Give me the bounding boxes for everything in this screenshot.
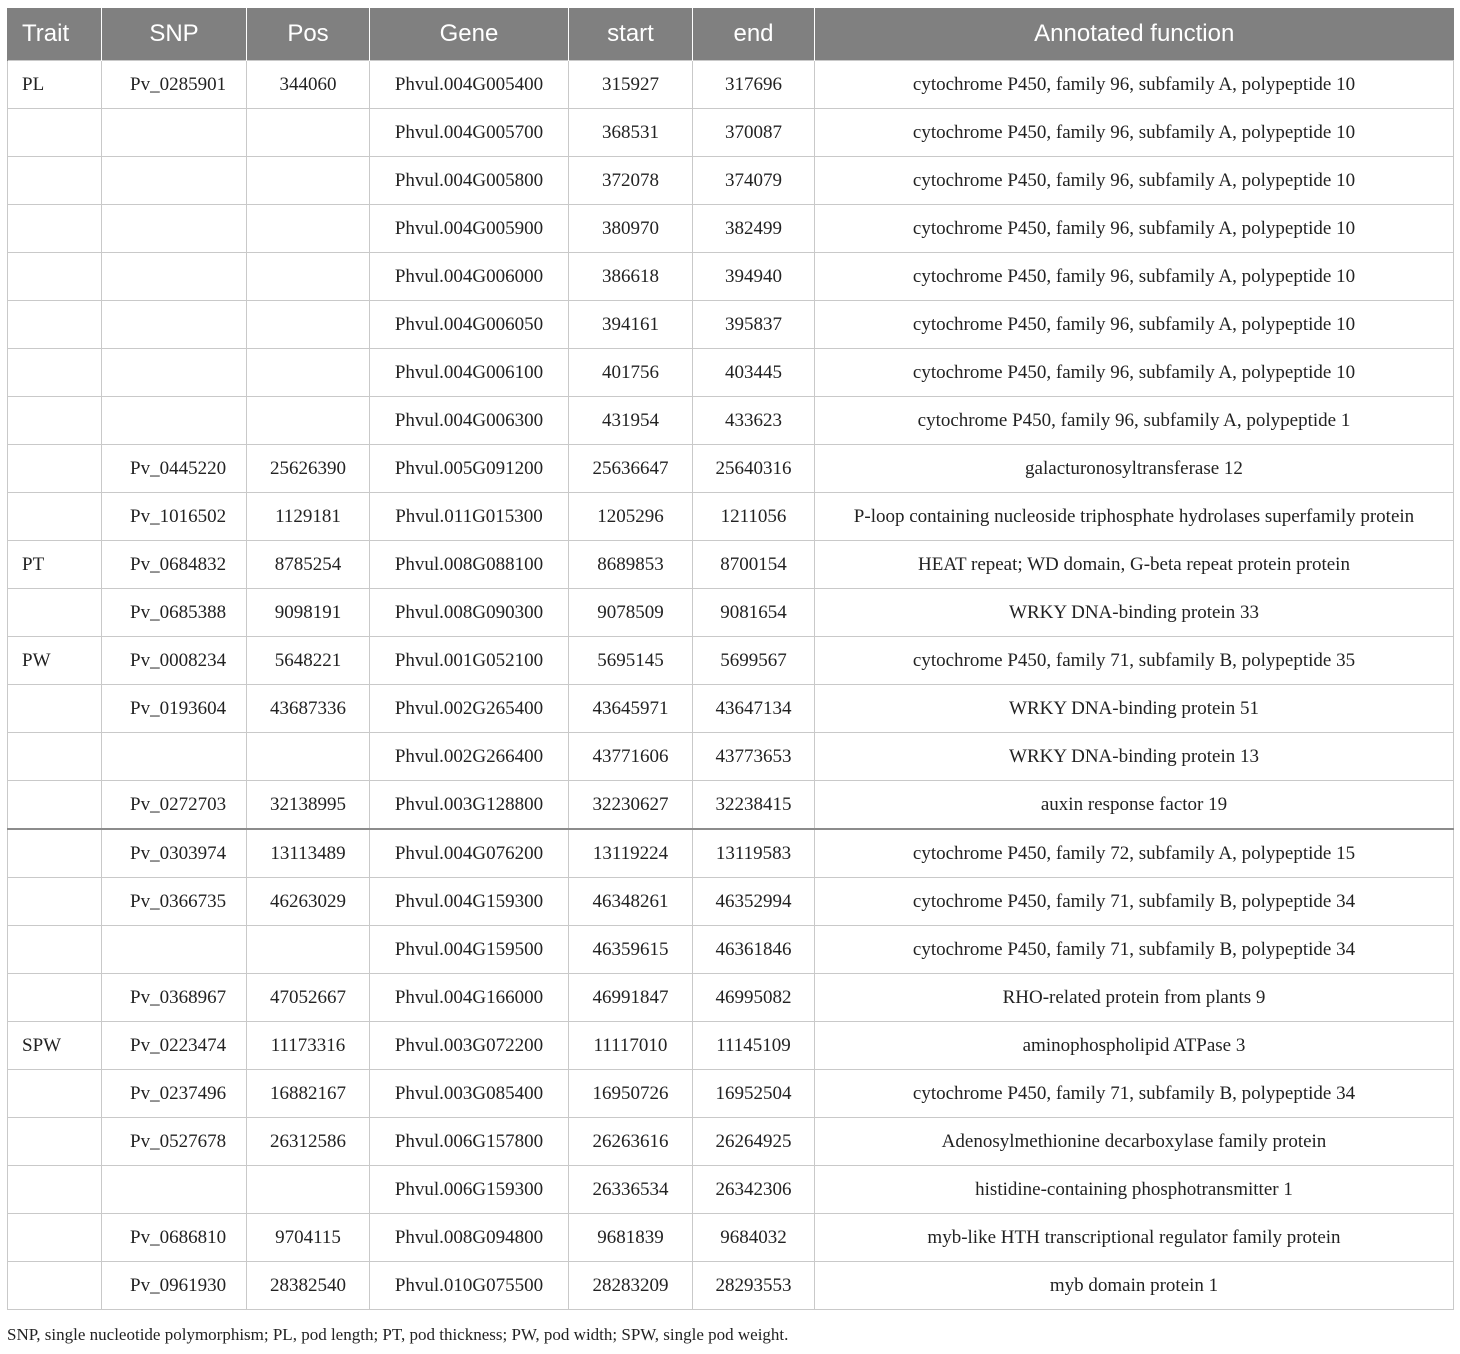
start-cell: 394161 — [569, 301, 693, 349]
snp-cell: Pv_0368967 — [102, 974, 247, 1022]
end-cell: 1211056 — [693, 493, 815, 541]
start-cell: 46359615 — [569, 926, 693, 974]
pos-cell — [247, 205, 370, 253]
start-cell: 13119224 — [569, 829, 693, 878]
pos-cell — [247, 301, 370, 349]
gene-cell: Phvul.004G006100 — [370, 349, 569, 397]
snp-cell — [102, 205, 247, 253]
pos-cell: 28382540 — [247, 1262, 370, 1310]
snp-cell: Pv_0684832 — [102, 541, 247, 589]
function-cell: cytochrome P450, family 96, subfamily A, polypeptide 10 — [815, 253, 1454, 301]
function-cell: cytochrome P450, family 96, subfamily A, polypeptide 1 — [815, 397, 1454, 445]
function-cell: galacturonosyltransferase 12 — [815, 445, 1454, 493]
snp-cell: Pv_0686810 — [102, 1214, 247, 1262]
pos-cell: 1129181 — [247, 493, 370, 541]
function-cell: RHO-related protein from plants 9 — [815, 974, 1454, 1022]
snp-cell: Pv_0366735 — [102, 878, 247, 926]
function-cell: cytochrome P450, family 71, subfamily B, polypeptide 34 — [815, 878, 1454, 926]
start-cell: 26263616 — [569, 1118, 693, 1166]
pos-cell: 26312586 — [247, 1118, 370, 1166]
start-cell: 368531 — [569, 109, 693, 157]
trait-cell — [8, 349, 102, 397]
pos-cell: 9704115 — [247, 1214, 370, 1262]
trait-cell — [8, 1118, 102, 1166]
end-cell: 13119583 — [693, 829, 815, 878]
end-cell: 382499 — [693, 205, 815, 253]
snp-cell — [102, 349, 247, 397]
start-cell: 380970 — [569, 205, 693, 253]
end-cell: 46352994 — [693, 878, 815, 926]
header-end: end — [693, 8, 815, 61]
header-trait: Trait — [8, 8, 102, 61]
end-cell: 403445 — [693, 349, 815, 397]
gene-cell: Phvul.010G075500 — [370, 1262, 569, 1310]
table-row — [8, 1262, 1454, 1310]
table-footnote: SNP, single nucleotide polymorphism; PL, pod length; PT, pod thickness; PW, pod width; SPW, single pod weight. — [7, 1325, 789, 1344]
gene-cell: Phvul.002G266400 — [370, 733, 569, 781]
table-row — [8, 1214, 1454, 1262]
function-cell: histidine-containing phosphotransmitter 1 — [815, 1166, 1454, 1214]
table-row — [8, 253, 1454, 301]
table-row — [8, 637, 1454, 685]
trait-cell — [8, 205, 102, 253]
gene-cell: Phvul.003G072200 — [370, 1022, 569, 1070]
pos-cell: 43687336 — [247, 685, 370, 733]
function-cell: P-loop containing nucleoside triphosphate hydrolases superfamily protein — [815, 493, 1454, 541]
snp-cell: Pv_0685388 — [102, 589, 247, 637]
start-cell: 43645971 — [569, 685, 693, 733]
gene-cell: Phvul.004G166000 — [370, 974, 569, 1022]
snp-cell — [102, 301, 247, 349]
trait-cell — [8, 1214, 102, 1262]
end-cell: 26342306 — [693, 1166, 815, 1214]
end-cell: 43647134 — [693, 685, 815, 733]
start-cell: 372078 — [569, 157, 693, 205]
table-row — [8, 493, 1454, 541]
snp-cell: Pv_0303974 — [102, 829, 247, 878]
function-cell: cytochrome P450, family 96, subfamily A, polypeptide 10 — [815, 205, 1454, 253]
start-cell: 46348261 — [569, 878, 693, 926]
end-cell: 11145109 — [693, 1022, 815, 1070]
function-cell: cytochrome P450, family 96, subfamily A, polypeptide 10 — [815, 349, 1454, 397]
trait-cell — [8, 589, 102, 637]
pos-cell: 8785254 — [247, 541, 370, 589]
table-row — [8, 1166, 1454, 1214]
end-cell: 9684032 — [693, 1214, 815, 1262]
end-cell: 16952504 — [693, 1070, 815, 1118]
function-cell: cytochrome P450, family 71, subfamily B, polypeptide 34 — [815, 1070, 1454, 1118]
trait-cell: SPW — [8, 1022, 102, 1070]
gene-cell: Phvul.004G159500 — [370, 926, 569, 974]
pos-cell: 46263029 — [247, 878, 370, 926]
table-row — [8, 301, 1454, 349]
snp-cell — [102, 397, 247, 445]
gene-cell: Phvul.004G006050 — [370, 301, 569, 349]
end-cell: 28293553 — [693, 1262, 815, 1310]
table-row — [8, 397, 1454, 445]
gene-cell: Phvul.002G265400 — [370, 685, 569, 733]
start-cell: 431954 — [569, 397, 693, 445]
pos-cell — [247, 253, 370, 301]
header-start: start — [569, 8, 693, 61]
function-cell: WRKY DNA-binding protein 51 — [815, 685, 1454, 733]
trait-cell — [8, 1166, 102, 1214]
table-row — [8, 61, 1454, 109]
table-row — [8, 1070, 1454, 1118]
start-cell: 16950726 — [569, 1070, 693, 1118]
trait-cell — [8, 397, 102, 445]
pos-cell: 5648221 — [247, 637, 370, 685]
end-cell: 394940 — [693, 253, 815, 301]
start-cell: 25636647 — [569, 445, 693, 493]
function-cell: HEAT repeat; WD domain, G-beta repeat protein protein — [815, 541, 1454, 589]
trait-cell: PT — [8, 541, 102, 589]
pos-cell: 32138995 — [247, 781, 370, 830]
snp-cell: Pv_0008234 — [102, 637, 247, 685]
trait-cell — [8, 1262, 102, 1310]
gene-cell: Phvul.008G088100 — [370, 541, 569, 589]
trait-cell — [8, 733, 102, 781]
function-cell: WRKY DNA-binding protein 13 — [815, 733, 1454, 781]
pos-cell: 9098191 — [247, 589, 370, 637]
gene-cell: Phvul.008G094800 — [370, 1214, 569, 1262]
header-gene: Gene — [370, 8, 569, 61]
trait-cell — [8, 253, 102, 301]
snp-gene-table — [7, 8, 1454, 1310]
start-cell: 401756 — [569, 349, 693, 397]
snp-cell — [102, 926, 247, 974]
snp-cell — [102, 253, 247, 301]
table-row — [8, 157, 1454, 205]
trait-cell — [8, 493, 102, 541]
function-cell: cytochrome P450, family 71, subfamily B, polypeptide 35 — [815, 637, 1454, 685]
pos-cell — [247, 1166, 370, 1214]
function-cell: myb-like HTH transcriptional regulator family protein — [815, 1214, 1454, 1262]
pos-cell — [247, 157, 370, 205]
gene-cell: Phvul.004G005900 — [370, 205, 569, 253]
start-cell: 11117010 — [569, 1022, 693, 1070]
gene-cell: Phvul.005G091200 — [370, 445, 569, 493]
function-cell: myb domain protein 1 — [815, 1262, 1454, 1310]
gene-cell: Phvul.004G006300 — [370, 397, 569, 445]
table-row — [8, 926, 1454, 974]
trait-cell — [8, 781, 102, 830]
end-cell: 433623 — [693, 397, 815, 445]
function-cell: Adenosylmethionine decarboxylase family protein — [815, 1118, 1454, 1166]
function-cell: WRKY DNA-binding protein 33 — [815, 589, 1454, 637]
snp-cell — [102, 157, 247, 205]
table-row — [8, 781, 1454, 830]
snp-cell — [102, 1166, 247, 1214]
trait-cell — [8, 301, 102, 349]
snp-cell: Pv_0193604 — [102, 685, 247, 733]
start-cell: 28283209 — [569, 1262, 693, 1310]
gene-cell: Phvul.003G085400 — [370, 1070, 569, 1118]
function-cell: cytochrome P450, family 96, subfamily A, polypeptide 10 — [815, 61, 1454, 109]
snp-cell: Pv_0237496 — [102, 1070, 247, 1118]
gene-cell: Phvul.011G015300 — [370, 493, 569, 541]
table-row — [8, 541, 1454, 589]
start-cell: 43771606 — [569, 733, 693, 781]
trait-cell — [8, 157, 102, 205]
snp-cell — [102, 109, 247, 157]
end-cell: 370087 — [693, 109, 815, 157]
end-cell: 8700154 — [693, 541, 815, 589]
start-cell: 46991847 — [569, 974, 693, 1022]
trait-cell — [8, 685, 102, 733]
table-row — [8, 589, 1454, 637]
gene-cell: Phvul.004G159300 — [370, 878, 569, 926]
gene-cell: Phvul.006G157800 — [370, 1118, 569, 1166]
pos-cell: 25626390 — [247, 445, 370, 493]
function-cell: aminophospholipid ATPase 3 — [815, 1022, 1454, 1070]
snp-cell: Pv_0223474 — [102, 1022, 247, 1070]
table-header-row — [8, 8, 1454, 61]
snp-cell: Pv_0285901 — [102, 61, 247, 109]
end-cell: 26264925 — [693, 1118, 815, 1166]
header-pos: Pos — [247, 8, 370, 61]
function-cell: cytochrome P450, family 96, subfamily A, polypeptide 10 — [815, 301, 1454, 349]
header-annotated-function: Annotated function — [815, 8, 1454, 61]
gene-cell: Phvul.004G005800 — [370, 157, 569, 205]
end-cell: 374079 — [693, 157, 815, 205]
snp-cell: Pv_1016502 — [102, 493, 247, 541]
snp-cell: Pv_0272703 — [102, 781, 247, 830]
gene-cell: Phvul.006G159300 — [370, 1166, 569, 1214]
gene-cell: Phvul.004G006000 — [370, 253, 569, 301]
pos-cell — [247, 926, 370, 974]
gene-cell: Phvul.004G076200 — [370, 829, 569, 878]
table-row — [8, 109, 1454, 157]
snp-cell: Pv_0961930 — [102, 1262, 247, 1310]
table-row — [8, 445, 1454, 493]
end-cell: 9081654 — [693, 589, 815, 637]
end-cell: 32238415 — [693, 781, 815, 830]
table-row — [8, 349, 1454, 397]
table-row — [8, 878, 1454, 926]
trait-cell — [8, 878, 102, 926]
gene-cell: Phvul.003G128800 — [370, 781, 569, 830]
table-row — [8, 205, 1454, 253]
pos-cell: 47052667 — [247, 974, 370, 1022]
pos-cell: 16882167 — [247, 1070, 370, 1118]
table-row — [8, 733, 1454, 781]
table-row — [8, 829, 1454, 878]
function-cell: cytochrome P450, family 96, subfamily A, polypeptide 10 — [815, 157, 1454, 205]
table-row — [8, 1022, 1454, 1070]
gene-cell: Phvul.008G090300 — [370, 589, 569, 637]
trait-cell — [8, 974, 102, 1022]
trait-cell: PL — [8, 61, 102, 109]
start-cell: 26336534 — [569, 1166, 693, 1214]
trait-cell: PW — [8, 637, 102, 685]
function-cell: cytochrome P450, family 71, subfamily B, polypeptide 34 — [815, 926, 1454, 974]
pos-cell: 344060 — [247, 61, 370, 109]
start-cell: 9078509 — [569, 589, 693, 637]
gene-cell: Phvul.004G005400 — [370, 61, 569, 109]
trait-cell — [8, 445, 102, 493]
table-body — [8, 61, 1454, 1310]
end-cell: 46361846 — [693, 926, 815, 974]
trait-cell — [8, 109, 102, 157]
end-cell: 395837 — [693, 301, 815, 349]
table-row — [8, 685, 1454, 733]
gene-cell: Phvul.001G052100 — [370, 637, 569, 685]
end-cell: 43773653 — [693, 733, 815, 781]
start-cell: 9681839 — [569, 1214, 693, 1262]
function-cell: auxin response factor 19 — [815, 781, 1454, 830]
header-snp: SNP — [102, 8, 247, 61]
start-cell: 5695145 — [569, 637, 693, 685]
end-cell: 46995082 — [693, 974, 815, 1022]
table-row — [8, 974, 1454, 1022]
table-row — [8, 1118, 1454, 1166]
pos-cell — [247, 349, 370, 397]
pos-cell — [247, 733, 370, 781]
end-cell: 25640316 — [693, 445, 815, 493]
end-cell: 5699567 — [693, 637, 815, 685]
snp-cell: Pv_0527678 — [102, 1118, 247, 1166]
start-cell: 32230627 — [569, 781, 693, 830]
function-cell: cytochrome P450, family 72, subfamily A, polypeptide 15 — [815, 829, 1454, 878]
pos-cell — [247, 397, 370, 445]
snp-cell: Pv_0445220 — [102, 445, 247, 493]
end-cell: 317696 — [693, 61, 815, 109]
pos-cell: 13113489 — [247, 829, 370, 878]
pos-cell: 11173316 — [247, 1022, 370, 1070]
start-cell: 386618 — [569, 253, 693, 301]
gene-cell: Phvul.004G005700 — [370, 109, 569, 157]
function-cell: cytochrome P450, family 96, subfamily A, polypeptide 10 — [815, 109, 1454, 157]
start-cell: 1205296 — [569, 493, 693, 541]
trait-cell — [8, 829, 102, 878]
start-cell: 8689853 — [569, 541, 693, 589]
snp-cell — [102, 733, 247, 781]
pos-cell — [247, 109, 370, 157]
start-cell: 315927 — [569, 61, 693, 109]
trait-cell — [8, 926, 102, 974]
trait-cell — [8, 1070, 102, 1118]
